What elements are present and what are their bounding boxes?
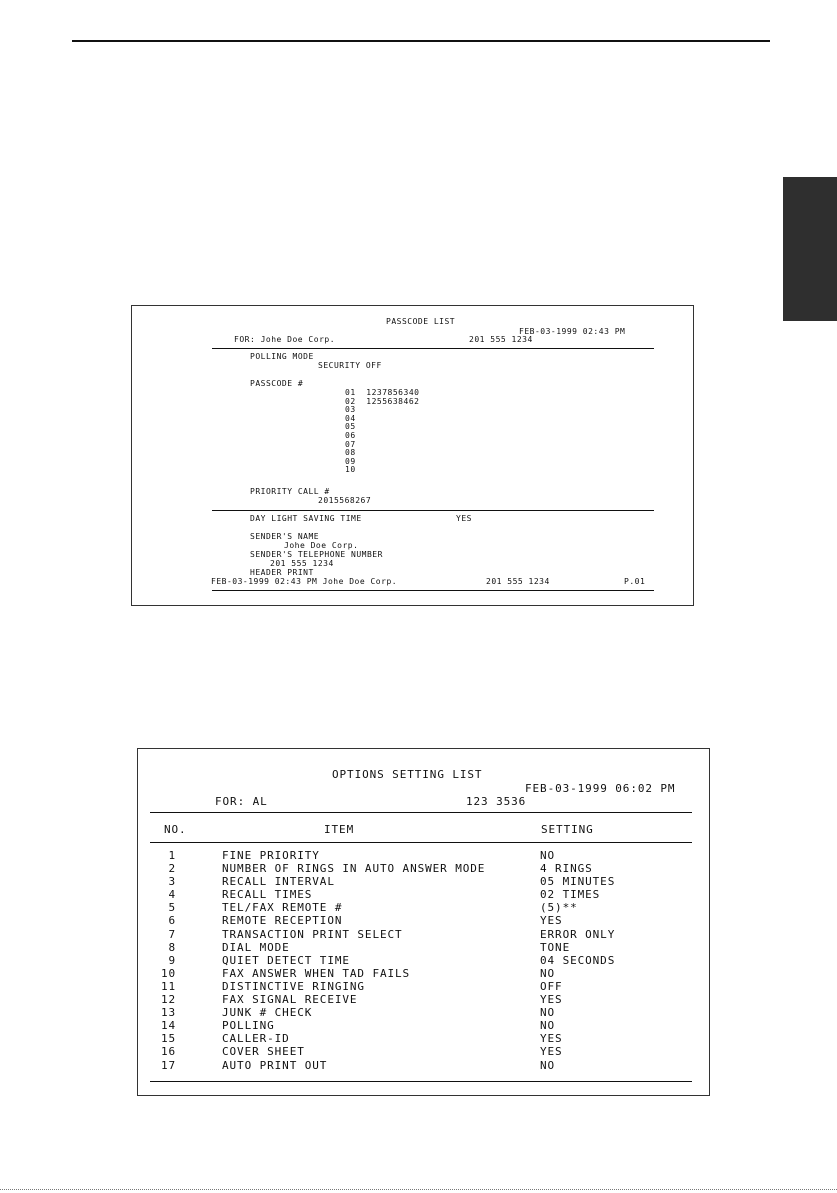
table-row: 14 POLLING NO xyxy=(160,1019,556,1033)
passcode-list-title: PASSCODE LIST xyxy=(386,317,456,326)
polling-mode-label: POLLING MODE xyxy=(250,352,314,361)
passcode-header-rule xyxy=(212,348,654,349)
passcode-entry: 08 xyxy=(345,448,356,458)
options-list-title: OPTIONS SETTING LIST xyxy=(332,768,483,781)
page-bottom-dotted-rule xyxy=(0,1189,837,1190)
table-row: 10 FAX ANSWER WHEN TAD FAILS NO xyxy=(160,966,556,980)
passcode-entry: 03 xyxy=(345,405,356,415)
header-rule xyxy=(72,40,770,42)
passcode-entry: 07 xyxy=(345,439,356,449)
table-row: 9 QUIET DETECT TIME 04 SECONDS xyxy=(168,953,616,967)
table-row: 11 DISTINCTIVE RINGING OFF xyxy=(160,979,563,993)
passcode-mid-rule xyxy=(212,510,654,511)
sender-phone-label: SENDER'S TELEPHONE NUMBER xyxy=(250,550,383,559)
passcode-list-for: FOR: Johe Doe Corp. xyxy=(234,335,336,344)
table-row: 13 JUNK # CHECK NO xyxy=(160,1006,556,1020)
table-row: 7 TRANSACTION PRINT SELECT ERROR ONLY xyxy=(168,927,616,941)
footer-page: P.01 xyxy=(624,577,646,586)
passcode-list-datetime: FEB-03-1999 02:43 PM xyxy=(519,327,626,336)
table-row: 12 FAX SIGNAL RECEIVE YES xyxy=(160,993,563,1007)
passcode-entry: 06 xyxy=(345,430,356,440)
footer-header-line: FEB-03-1999 02:43 PM Johe Doe Corp. xyxy=(211,577,398,586)
table-row: 16 COVER SHEET YES xyxy=(160,1045,563,1059)
passcode-list-for-phone: 201 555 1234 xyxy=(469,335,533,344)
sender-name-label: SENDER'S NAME xyxy=(250,532,320,541)
options-header-rule-top xyxy=(150,812,692,813)
sender-phone-value: 201 555 1234 xyxy=(270,559,334,568)
passcode-entry: 02 1255638462 xyxy=(345,396,420,406)
options-list-for: FOR: AL xyxy=(215,795,268,808)
table-row: 4 RECALL TIMES 02 TIMES xyxy=(168,888,601,902)
table-row: 6 REMOTE RECEPTION YES xyxy=(168,914,563,928)
table-row: 15 CALLER-ID YES xyxy=(160,1032,563,1046)
options-bottom-rule xyxy=(150,1081,692,1082)
table-row: 3 RECALL INTERVAL 05 MINUTES xyxy=(168,875,616,889)
section-thumb-tab xyxy=(783,177,837,321)
header-print-label: HEADER PRINT xyxy=(250,568,314,577)
priority-call-label: PRIORITY CALL # xyxy=(250,487,330,496)
column-header-setting: SETTING xyxy=(541,823,594,836)
column-header-no: NO. xyxy=(164,823,187,836)
options-list-datetime: FEB-03-1999 06:02 PM xyxy=(525,782,676,795)
table-row: 8 DIAL MODE TONE xyxy=(168,940,571,954)
priority-call-value: 2015568267 xyxy=(318,496,372,505)
polling-mode-value: SECURITY OFF xyxy=(318,361,382,370)
footer-phone: 201 555 1234 xyxy=(486,577,550,586)
options-header-rule-bottom xyxy=(150,842,692,843)
passcode-entry: 09 xyxy=(345,456,356,466)
passcode-entry: 01 1237856340 xyxy=(345,388,420,397)
options-list-for-phone: 123 3536 xyxy=(466,795,527,808)
passcode-label: PASSCODE # xyxy=(250,379,304,388)
passcode-entry: 10 xyxy=(345,465,356,475)
passcode-entry: 05 xyxy=(345,422,356,432)
passcode-entries xyxy=(345,389,419,475)
passcode-bottom-rule xyxy=(212,590,654,591)
table-row: 5 TEL/FAX REMOTE # (5)** xyxy=(168,901,578,915)
dst-value: YES xyxy=(456,514,472,523)
table-row: 17 AUTO PRINT OUT NO xyxy=(160,1058,556,1072)
table-row: 2 NUMBER OF RINGS IN AUTO ANSWER MODE 4 RINGS xyxy=(168,862,593,876)
column-header-item: ITEM xyxy=(324,823,355,836)
table-row: 1 FINE PRIORITY NO xyxy=(168,849,556,862)
passcode-entry: 04 xyxy=(345,413,356,423)
sender-name-value: Johe Doe Corp. xyxy=(284,541,359,550)
dst-label: DAY LIGHT SAVING TIME xyxy=(250,514,362,523)
options-table-body xyxy=(150,849,692,1072)
